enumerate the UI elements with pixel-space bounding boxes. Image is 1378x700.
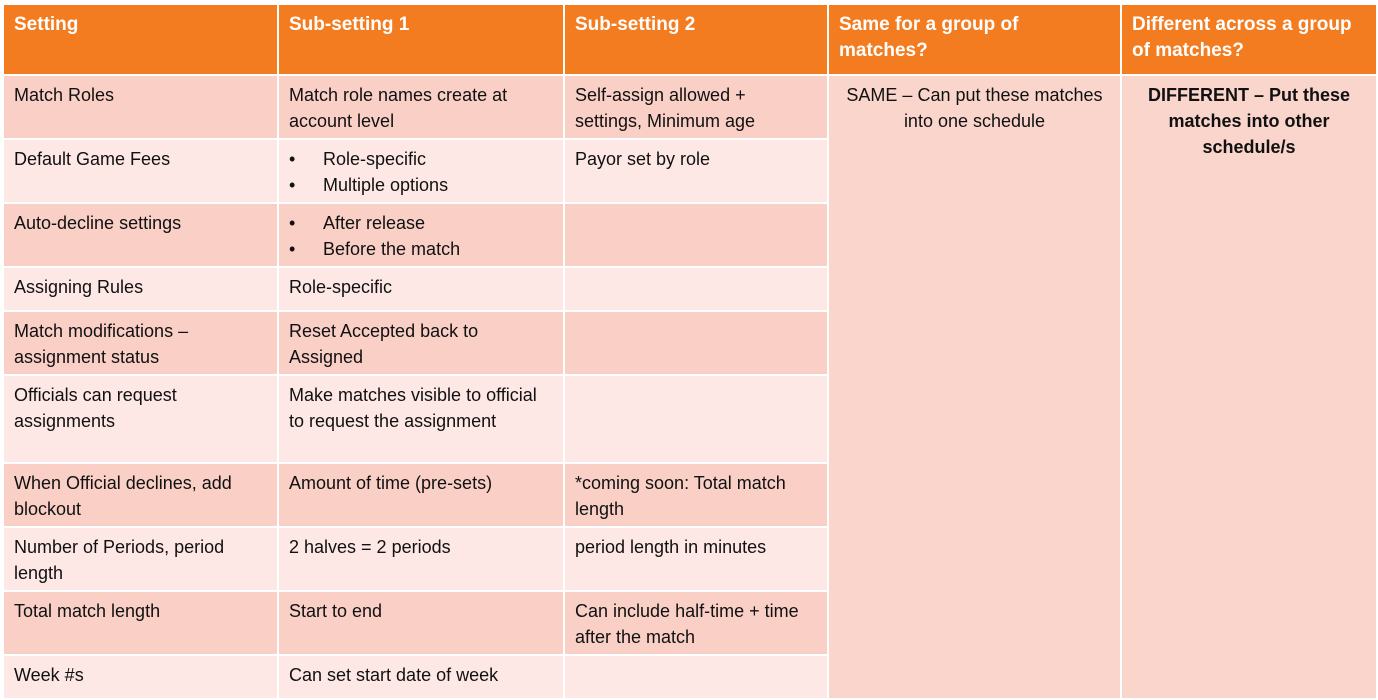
sub-setting-1-cell: Reset Accepted back to Assigned [278, 311, 564, 375]
setting-cell: Auto-decline settings [3, 203, 278, 267]
sub-setting-1-cell: Role-specific [278, 267, 564, 311]
sub-setting-2-cell [564, 267, 828, 311]
bullet-item: • Role-specific [289, 146, 553, 172]
sub-setting-2-cell: Self-assign allowed + settings, Minimum age [564, 75, 828, 139]
setting-cell: Week #s [3, 655, 278, 699]
setting-cell: Default Game Fees [3, 139, 278, 203]
sub-setting-2-cell: Can include half-time + time after the match [564, 591, 828, 655]
different-group-cell: DIFFERENT – Put these matches into other schedule/s [1121, 75, 1377, 699]
sub-setting-1-cell: Can set start date of week [278, 655, 564, 699]
sub-setting-1-cell: Start to end [278, 591, 564, 655]
header-sub-setting-2: Sub-setting 2 [564, 4, 828, 75]
header-row [3, 4, 1377, 75]
bullet-item: • After release [289, 210, 553, 236]
sub-setting-1-cell: 2 halves = 2 periods [278, 527, 564, 591]
setting-cell: When Official declines, add blockout [3, 463, 278, 527]
header-different: Different across a group of matches? [1121, 4, 1377, 75]
sub-setting-2-cell: period length in minutes [564, 527, 828, 591]
sub-setting-1-cell [278, 203, 564, 267]
bullet-item: • Multiple options [289, 172, 553, 198]
settings-table [2, 3, 1378, 700]
setting-cell: Total match length [3, 591, 278, 655]
header-sub-setting-1: Sub-setting 1 [278, 4, 564, 75]
sub-setting-1-cell [278, 139, 564, 203]
sub-setting-1-cell: Amount of time (pre-sets) [278, 463, 564, 527]
sub-setting-2-cell [564, 311, 828, 375]
sub-setting-1-cell: Match role names create at account level [278, 75, 564, 139]
bullet-list [289, 146, 553, 198]
setting-cell: Match Roles [3, 75, 278, 139]
sub-setting-2-cell: Payor set by role [564, 139, 828, 203]
header-same: Same for a group of matches? [828, 4, 1121, 75]
sub-setting-2-cell [564, 203, 828, 267]
setting-cell: Match modifications – assignment status [3, 311, 278, 375]
header-setting: Setting [3, 4, 278, 75]
table-row [3, 75, 1377, 139]
setting-cell: Assigning Rules [3, 267, 278, 311]
bullet-list [289, 210, 553, 262]
sub-setting-2-cell [564, 375, 828, 463]
bullet-item: • Before the match [289, 236, 553, 262]
same-group-cell: SAME – Can put these matches into one schedule [828, 75, 1121, 699]
sub-setting-1-cell: Make matches visible to official to request the assignment [278, 375, 564, 463]
sub-setting-2-cell [564, 655, 828, 699]
sub-setting-2-cell: *coming soon: Total match length [564, 463, 828, 527]
setting-cell: Number of Periods, period length [3, 527, 278, 591]
setting-cell: Officials can request assignments [3, 375, 278, 463]
